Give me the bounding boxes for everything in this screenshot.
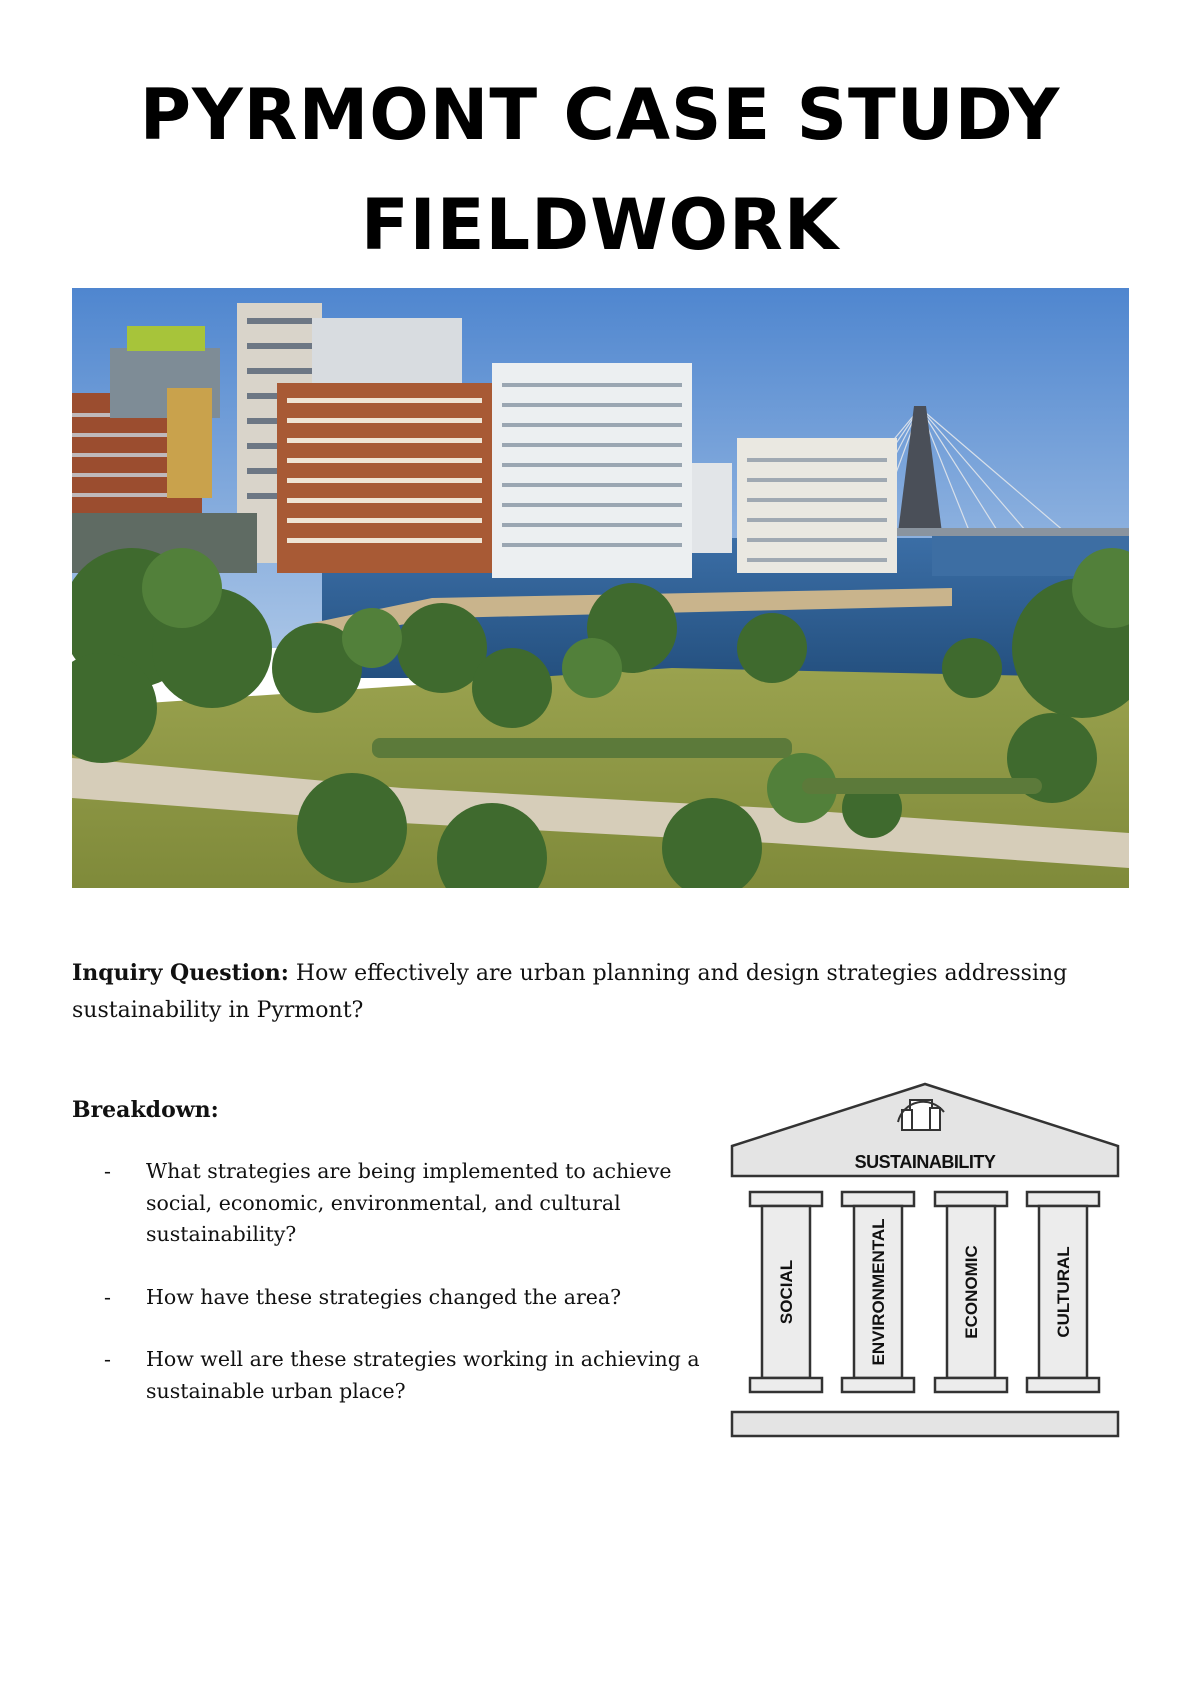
list-item-text: How well are these strategies working in achieving a sustainable urban place? — [146, 1347, 700, 1403]
pillar-base — [1027, 1378, 1099, 1392]
bullet-dash: - — [104, 1347, 111, 1371]
pillar-capital — [842, 1192, 914, 1206]
bullet-dash: - — [104, 1284, 111, 1309]
bullet-dash: - — [104, 1159, 111, 1183]
list-item — [104, 1156, 704, 1251]
pillar-base — [842, 1378, 914, 1392]
page-title-line-1: PYRMONT CASE STUDY — [139, 74, 1061, 156]
pillar-label-social: SOCIAL — [777, 1259, 796, 1325]
foundation — [732, 1412, 1118, 1436]
list-item-text: What strategies are being implemented to achieve social, economic, environmental, and cultural sustainability? — [146, 1159, 672, 1246]
inquiry-question-label: Inquiry Question: — [72, 960, 289, 986]
roof-label: SUSTAINABILITY — [854, 1152, 996, 1172]
sustainability-pillars-diagram — [730, 1082, 1120, 1438]
pillar-capital — [935, 1192, 1007, 1206]
list-item — [104, 1282, 704, 1314]
pillar-label-cultural: CULTURAL — [1054, 1246, 1073, 1338]
pillar-base — [750, 1378, 822, 1392]
pillar-base — [935, 1378, 1007, 1392]
pillar-label-economic: ECONOMIC — [962, 1245, 981, 1339]
pillar-label-environmental: ENVIRONMENTAL — [869, 1218, 888, 1366]
list-item — [104, 1344, 704, 1407]
breakdown-heading: Breakdown: — [72, 1097, 219, 1123]
breakdown-list — [104, 1156, 704, 1438]
page-title-line-2: FIELDWORK — [360, 184, 840, 266]
inquiry-question — [72, 955, 1142, 1029]
pyrmont-harbour-photo — [72, 288, 1129, 888]
pillar-capital — [1027, 1192, 1099, 1206]
pillar-capital — [750, 1192, 822, 1206]
inquiry-question-text: How effectively are urban planning and design strategies addressing sustainability in Pyrmont? — [72, 961, 1068, 1023]
list-item-text: How have these strategies changed the area? — [146, 1284, 622, 1309]
